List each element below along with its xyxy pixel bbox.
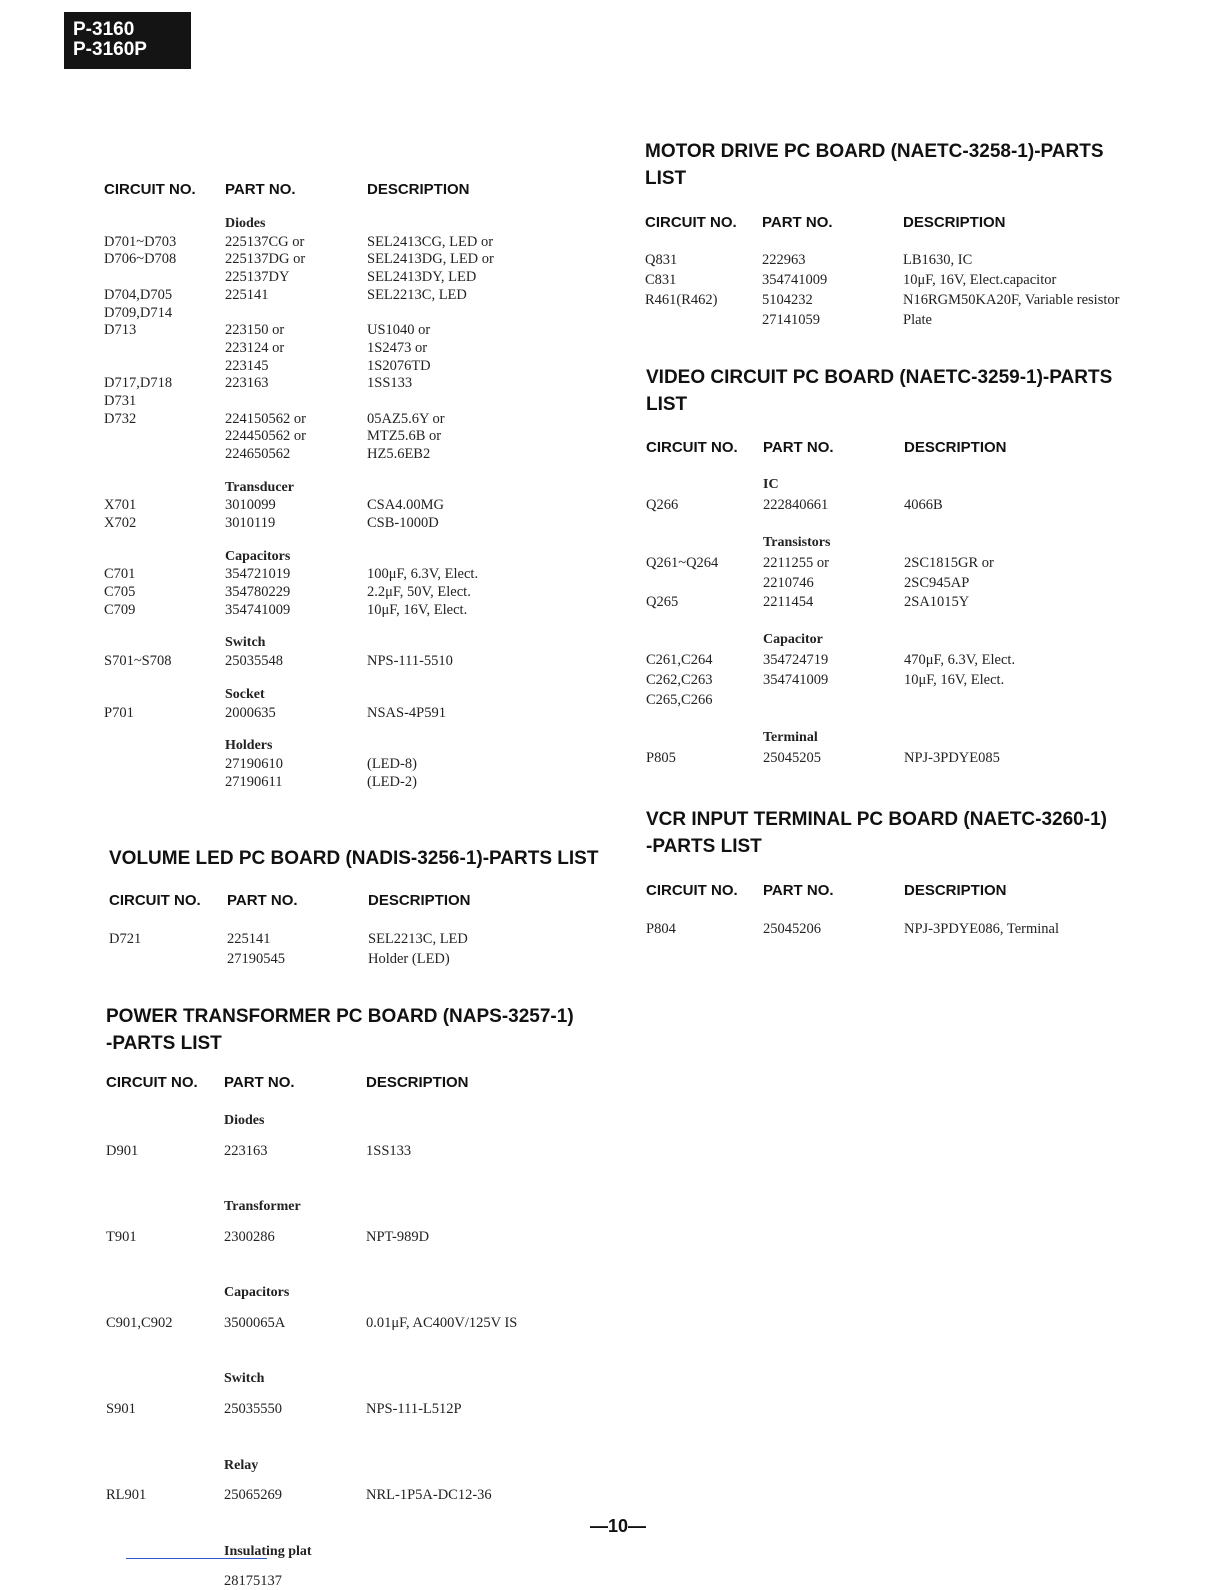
description-cell: 10μF, 16V, Elect. [367,601,468,618]
circuit-no-cell: D709,D714 [104,304,173,321]
part-no-cell: 354741009 [225,601,291,618]
circuit-no-cell: Q265 [646,594,679,611]
header-circuit-no: CIRCUIT NO. [646,439,738,456]
category-label: IC [763,477,779,492]
circuit-no-cell: C831 [645,272,677,288]
category-label: Transducer [225,479,294,495]
circuit-no-cell: P701 [104,704,134,721]
page-number: —10— [590,1516,647,1536]
description-cell: US1040 or [367,322,431,339]
section-title: POWER TRANSFORMER PC BOARD (NAPS-3257-1) [106,1006,574,1027]
circuit-no-cell: D901 [106,1142,139,1159]
category-label: Insulating plat [224,1543,312,1559]
description-cell: (LED-8) [367,755,417,772]
description-cell: 1S2076TD [367,357,431,374]
part-no-cell: 28175137 [224,1573,282,1590]
part-no-cell: 27141059 [762,312,820,328]
category-label: Diodes [224,1113,265,1128]
description-cell: 2.2μF, 50V, Elect. [367,584,471,601]
description-cell: NPJ-3PDYE085 [904,749,1000,766]
header-description: DESCRIPTION [366,1074,469,1091]
circuit-no-cell: Q831 [645,252,678,268]
circuit-no-cell: S701~S708 [104,653,172,670]
circuit-no-cell: C701 [104,566,136,583]
description-cell: NPS-111-L512P [366,1401,462,1418]
description-cell: Plate [903,312,932,328]
circuit-no-cell: C901,C902 [106,1314,173,1331]
part-no-cell: 223163 [224,1142,268,1159]
part-no-cell: 3010119 [225,515,276,532]
part-no-cell: 223124 or [225,339,285,356]
part-no-cell: 25045205 [763,749,821,766]
description-cell: NRL-1P5A-DC12-36 [366,1487,492,1504]
part-no-cell: 5104232 [762,292,813,308]
part-no-cell: 27190611 [225,773,283,790]
circuit-no-cell: P805 [646,749,676,766]
part-no-cell: 354724719 [763,652,829,669]
section-title: VCR INPUT TERMINAL PC BOARD (NAETC-3260-1) [646,809,1107,830]
category-label: Relay [224,1457,259,1473]
circuit-no-cell: S901 [106,1401,136,1418]
part-no-cell: 223145 [225,357,269,374]
description-cell: HZ5.6EB2 [367,446,431,463]
header-circuit-no: CIRCUIT NO. [109,892,201,909]
header-description: DESCRIPTION [903,214,1006,231]
part-no-cell: 354741009 [763,672,829,689]
circuit-no-cell: X701 [104,497,137,514]
description-cell: Holder (LED) [368,951,450,967]
category-label: Transistors [763,534,831,550]
category-label: Diodes [225,216,266,231]
circuit-no-cell: D732 [104,410,137,427]
description-cell: 0.01μF, AC400V/125V IS [366,1314,518,1331]
part-no-cell: 25035548 [225,653,283,670]
category-label: Capacitors [224,1285,290,1301]
part-no-cell: 2000635 [225,704,276,721]
header-circuit-no: CIRCUIT NO. [646,882,738,899]
part-no-cell: 354780229 [225,584,291,601]
category-label: Terminal [763,729,818,745]
section-title: VOLUME LED PC BOARD (NADIS-3256-1)-PARTS LIST [109,848,599,869]
part-no-cell: 354741009 [762,272,828,288]
part-no-cell: 225141 [227,931,271,947]
description-cell: N16RGM50KA20F, Variable resistor [903,292,1120,308]
description-cell: SEL2213C, LED [367,286,467,303]
description-cell: 05AZ5.6Y or [367,410,445,427]
circuit-no-cell: C261,C264 [646,652,713,669]
section-title: VIDEO CIRCUIT PC BOARD (NAETC-3259-1)-PARTS [646,367,1113,388]
part-no-cell: 354721019 [225,566,291,583]
circuit-no-cell: Q266 [646,496,679,513]
section-title: -PARTS LIST [646,836,762,857]
part-no-cell: 3500065A [224,1314,286,1331]
circuit-no-cell: T901 [106,1228,137,1245]
circuit-no-cell: C265,C266 [646,691,713,708]
circuit-no-cell: C709 [104,601,136,618]
description-cell: LB1630, IC [903,252,973,268]
category-label: Switch [224,1371,265,1387]
description-cell: 4066B [904,496,943,513]
header-circuit-no: CIRCUIT NO. [645,214,737,231]
circuit-no-cell: D717,D718 [104,375,173,392]
model-badge [64,12,191,69]
category-label: Switch [225,635,266,651]
description-cell: 470μF, 6.3V, Elect. [904,652,1016,669]
circuit-no-cell: D713 [104,322,137,339]
description-cell: NPJ-3PDYE086, Terminal [904,921,1059,937]
description-cell: SEL2213C, LED [368,931,468,947]
header-part-no: PART NO. [227,892,298,909]
part-no-cell: 2300286 [224,1228,275,1245]
circuit-no-cell: D731 [104,393,137,409]
header-description: DESCRIPTION [367,181,470,198]
description-cell: 10μF, 16V, Elect.capacitor [903,272,1057,288]
description-cell: NPT-989D [366,1228,430,1245]
description-cell: SEL2413DY, LED [367,269,477,286]
header-part-no: PART NO. [763,882,834,899]
description-cell: MTZ5.6B or [367,428,442,445]
part-no-cell: 27190610 [225,755,283,772]
circuit-no-cell: P804 [646,921,676,937]
description-cell: 2SC945AP [904,574,970,591]
description-cell: 1SS133 [366,1142,412,1159]
description-cell: 10μF, 16V, Elect. [904,672,1005,689]
section-title: LIST [645,168,687,189]
part-no-cell: 225137CG or [225,233,305,250]
circuit-no-cell: RL901 [106,1487,147,1504]
description-cell: SEL2413CG, LED or [367,233,494,250]
header-description: DESCRIPTION [368,892,471,909]
description-cell: 2SA1015Y [904,594,970,611]
header-description: DESCRIPTION [904,439,1007,456]
category-label: Transformer [224,1199,301,1215]
part-no-cell: 225137DY [225,269,290,286]
part-no-cell: 225137DG or [225,251,306,268]
category-label: Capacitors [225,548,291,564]
category-label: Socket [225,686,265,702]
part-no-cell: 25035550 [224,1401,282,1418]
part-no-cell: 25065269 [224,1487,282,1504]
circuit-no-cell: D701~D703 [104,233,177,250]
description-cell: NSAS-4P591 [367,704,446,721]
description-cell: SEL2413DG, LED or [367,251,494,268]
header-part-no: PART NO. [224,1074,295,1091]
circuit-no-cell: D704,D705 [104,286,173,303]
circuit-no-cell: C705 [104,584,136,601]
part-no-cell: 27190545 [227,951,285,967]
section-title: MOTOR DRIVE PC BOARD (NAETC-3258-1)-PARTS [645,141,1104,162]
circuit-no-cell: D721 [109,931,142,947]
circuit-no-cell: D706~D708 [104,251,177,268]
category-label: Capacitor [763,632,823,648]
circuit-no-cell: R461(R462) [645,292,718,308]
part-no-cell: 2211454 [763,594,814,611]
section-title: LIST [646,394,688,415]
part-no-cell: 2211255 or [763,554,829,571]
circuit-no-cell: C262,C263 [646,672,713,689]
part-no-cell: 225141 [225,286,269,303]
header-part-no: PART NO. [225,181,296,198]
circuit-no-cell: Q261~Q264 [646,554,719,571]
header-circuit-no: CIRCUIT NO. [106,1074,198,1091]
part-no-cell: 224650562 [225,446,291,463]
header-part-no: PART NO. [763,439,834,456]
part-no-cell: 222963 [762,252,806,268]
category-label: Holders [225,738,273,754]
model-line-1: P-3160 [73,19,135,40]
header-description: DESCRIPTION [904,882,1007,899]
description-cell: NPS-111-5510 [367,653,453,670]
model-line-2: P-3160P [73,39,147,60]
part-no-cell: 224150562 or [225,410,306,427]
part-no-cell: 222840661 [763,496,829,513]
description-cell: 100μF, 6.3V, Elect. [367,566,479,583]
description-cell: CSA4.00MG [367,497,444,514]
part-no-cell: 223150 or [225,322,285,339]
header-circuit-no: CIRCUIT NO. [104,181,196,198]
description-cell: 1S2473 or [367,339,428,356]
part-no-cell: 3010099 [225,497,276,514]
description-cell: CSB-1000D [367,515,439,532]
circuit-no-cell: X702 [104,515,137,532]
part-no-cell: 2210746 [763,574,814,591]
part-no-cell: 223163 [225,375,269,392]
part-no-cell: 224450562 or [225,428,306,445]
description-cell: 1SS133 [367,375,413,392]
description-cell: (LED-2) [367,773,417,790]
section-title: -PARTS LIST [106,1033,222,1054]
part-no-cell: 25045206 [763,921,821,937]
description-cell: 2SC1815GR or [904,554,994,571]
header-part-no: PART NO. [762,214,833,231]
